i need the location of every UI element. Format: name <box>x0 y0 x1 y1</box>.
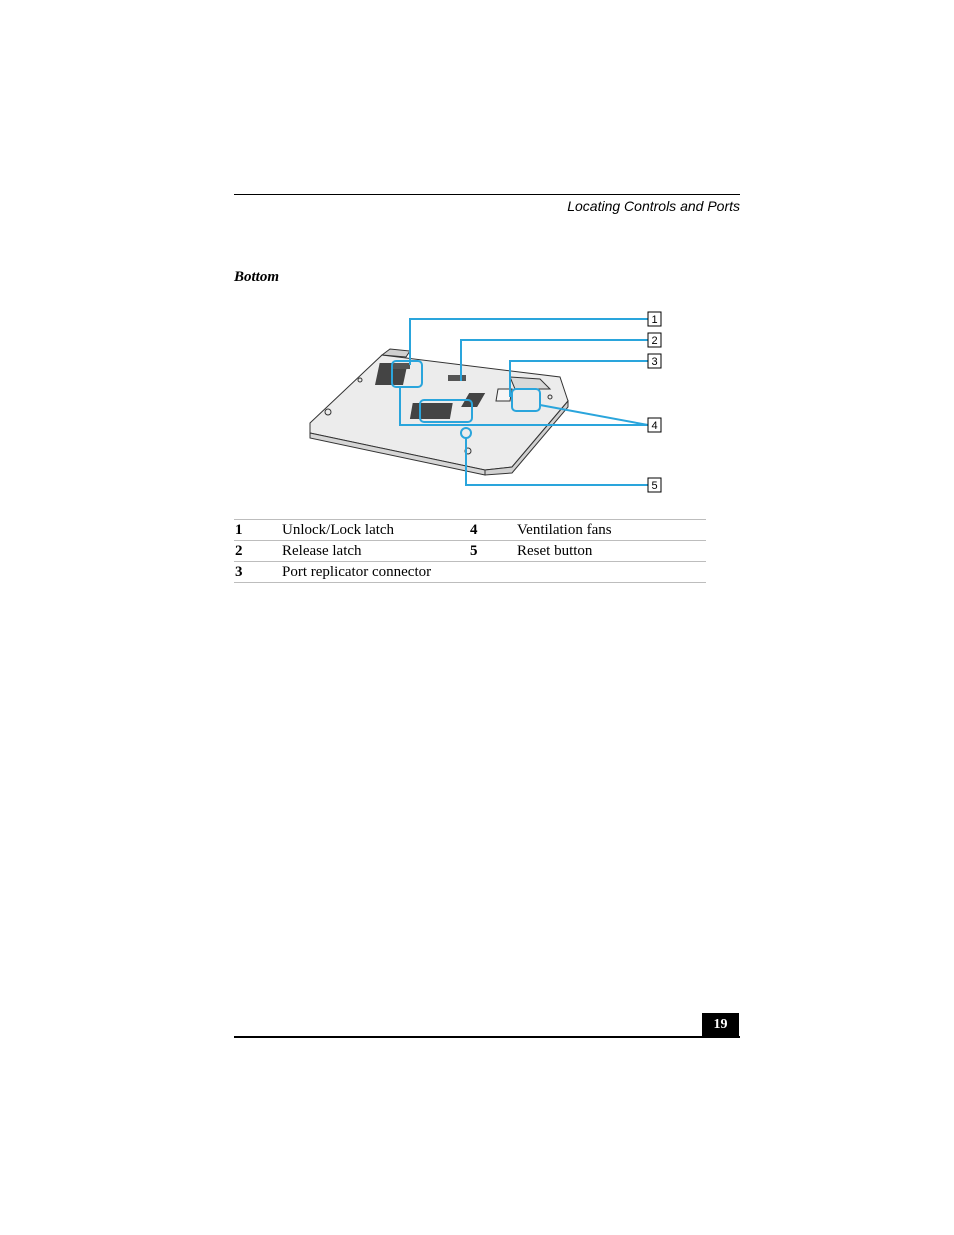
item-number: 4 <box>470 520 517 541</box>
item-number: 5 <box>470 541 517 562</box>
item-label: Port replicator connector <box>282 562 470 583</box>
item-label: Ventilation fans <box>517 520 706 541</box>
footer-rule <box>234 1036 740 1038</box>
item-label: Release latch <box>282 541 470 562</box>
callout-4: 4 <box>651 420 658 432</box>
callout-5: 5 <box>651 480 658 492</box>
item-label: Unlock/Lock latch <box>282 520 470 541</box>
laptop-bottom-illustration <box>300 305 670 505</box>
table-row <box>234 541 706 562</box>
item-number: 2 <box>234 541 282 562</box>
running-header: Locating Controls and Ports <box>567 198 740 214</box>
header-rule <box>234 194 740 195</box>
callout-legend-table <box>234 519 706 583</box>
table-row <box>234 562 706 583</box>
callout-3: 3 <box>651 356 658 368</box>
page-number: 19 <box>702 1013 739 1036</box>
item-label <box>517 562 706 583</box>
item-label: Reset button <box>517 541 706 562</box>
item-number: 3 <box>234 562 282 583</box>
table-row <box>234 520 706 541</box>
item-number: 1 <box>234 520 282 541</box>
section-title: Bottom <box>234 269 280 285</box>
callout-2: 2 <box>651 335 658 347</box>
callout-1: 1 <box>651 314 658 326</box>
item-number <box>470 562 517 583</box>
